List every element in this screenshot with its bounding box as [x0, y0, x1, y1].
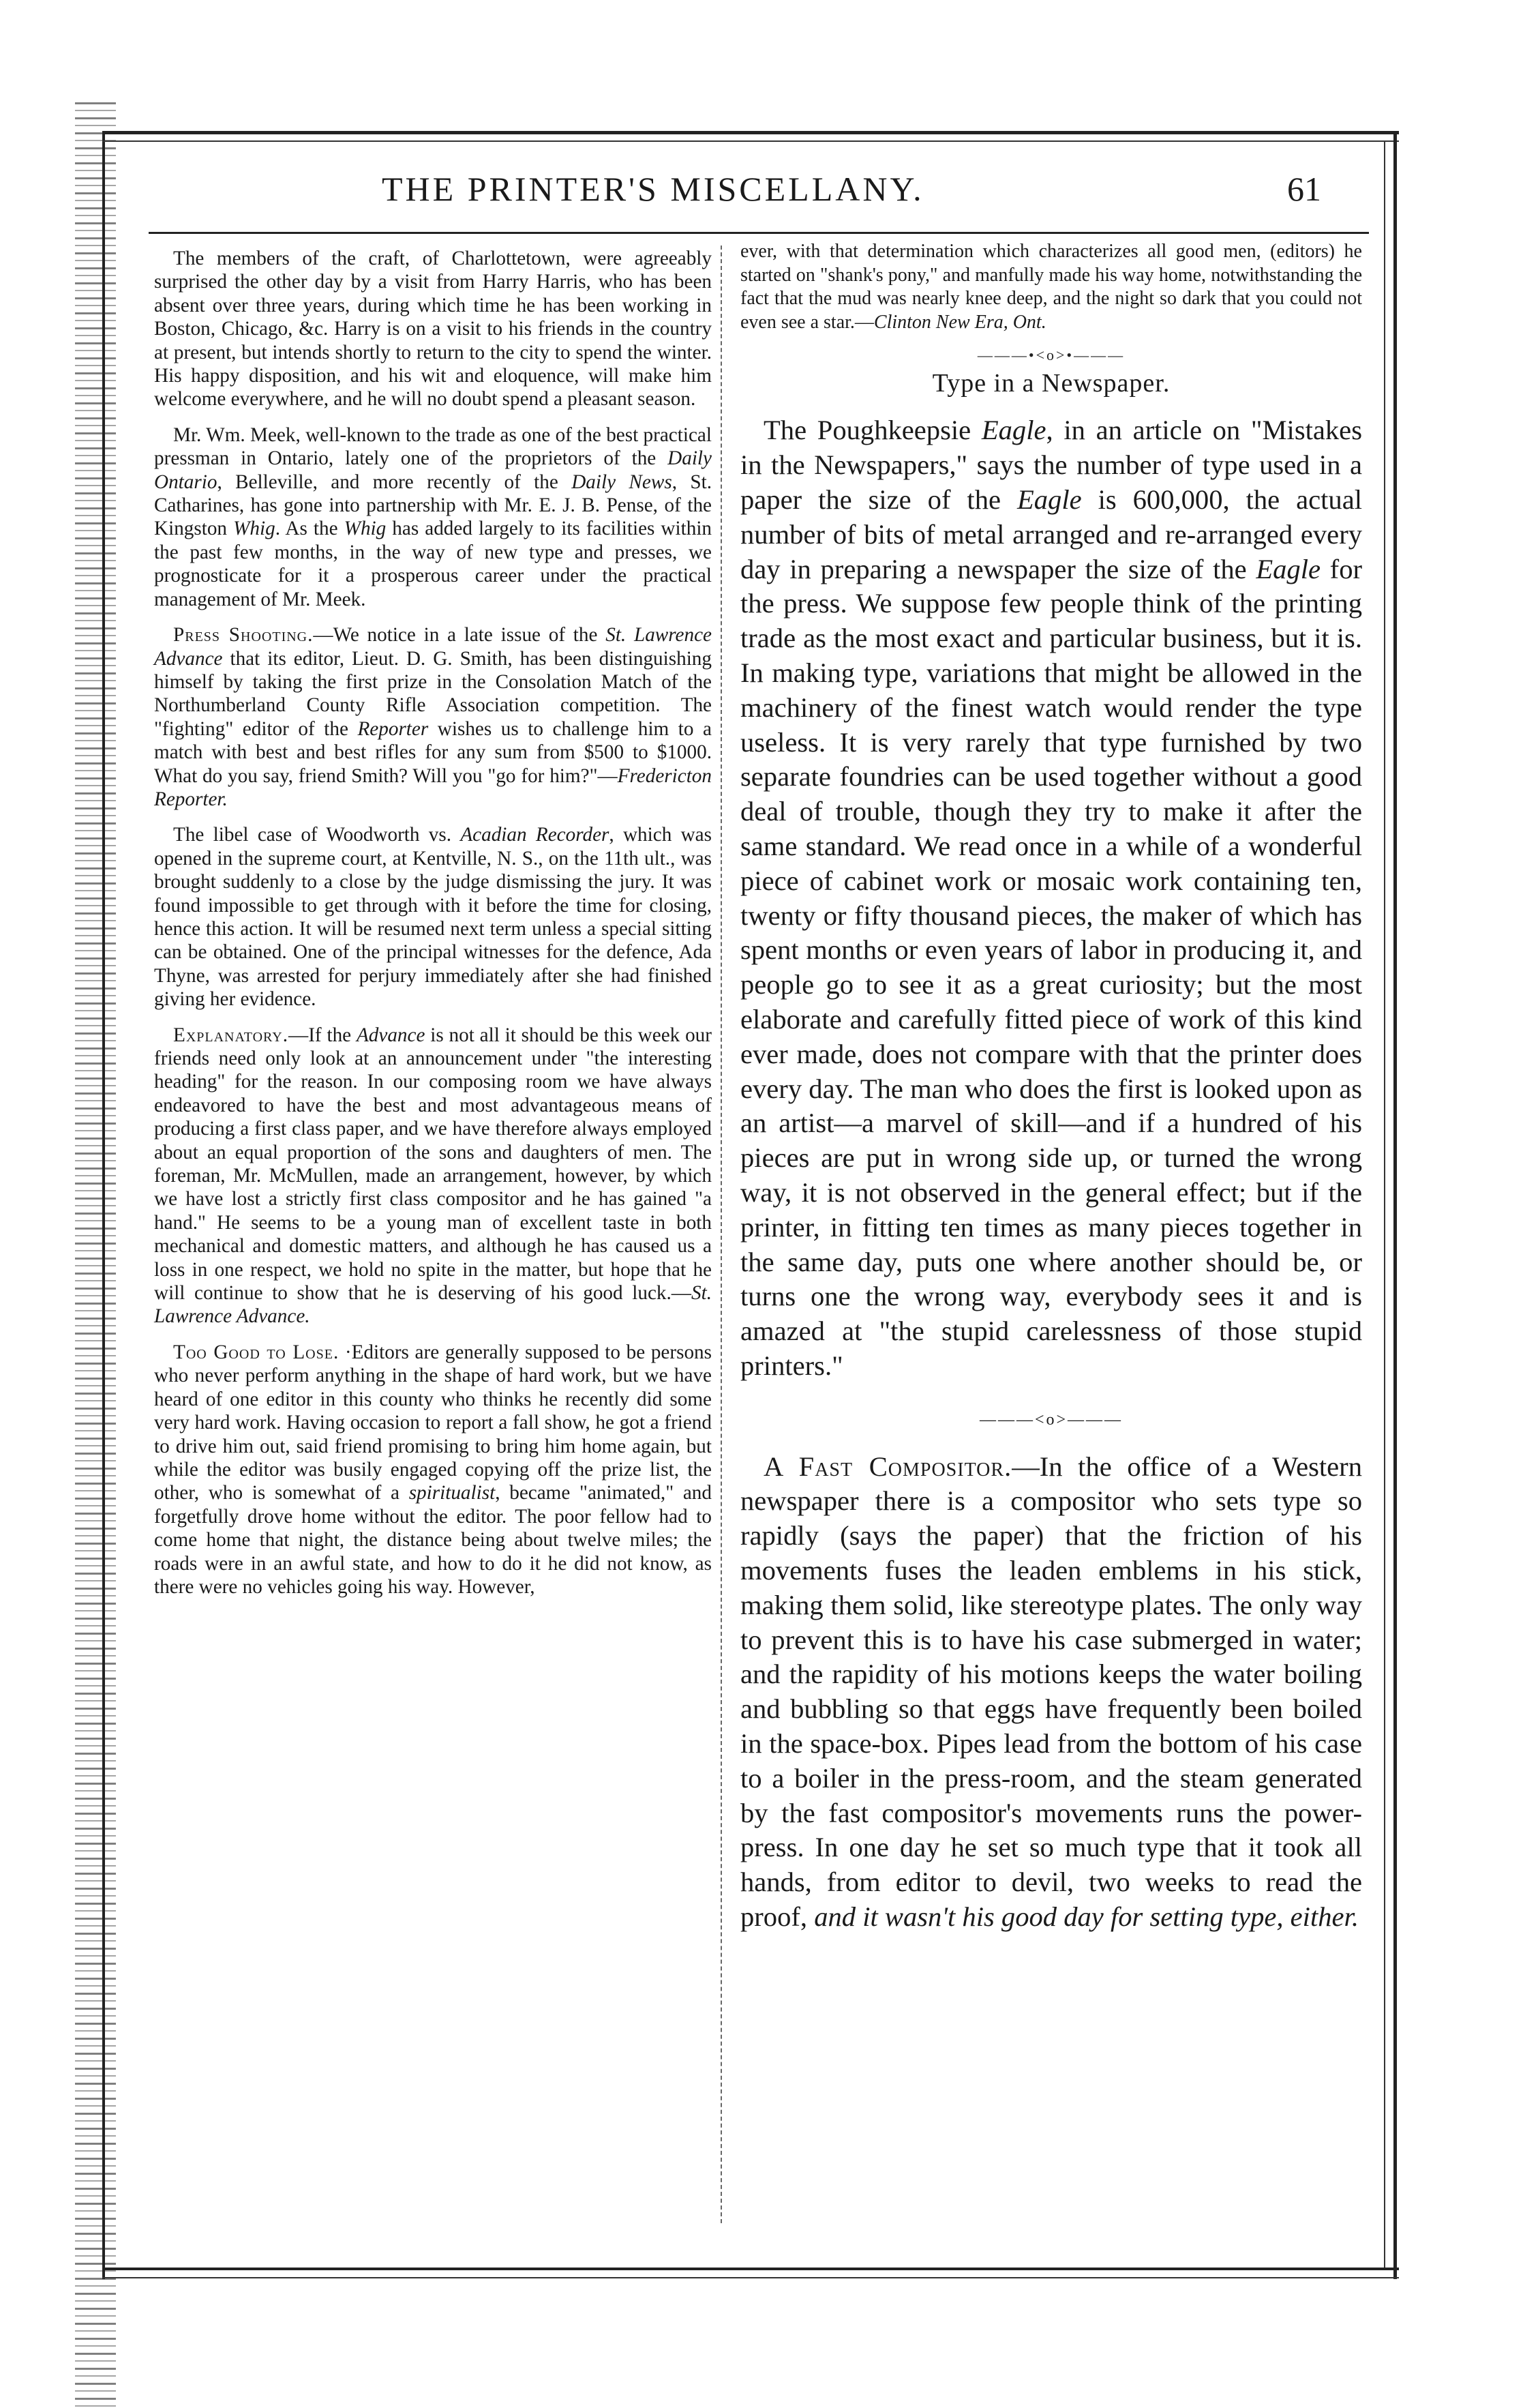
italic-title: Acadian Recorder: [460, 824, 609, 846]
paragraph-text: The members of the craft, of Charlottetown, were agreeably surprised the other day by a visit from Harry Harris, who has been absent over three years, during which time he has been working in Boston, Chicago, &c. Harry is on a visit to his friends in the country at present, but intends shortly to return to the city to spend the winter. His happy disposition, and his wit and eloquence, will make him welcome everywhere, and he will no doubt spend a pleasant season.: [154, 248, 712, 411]
left-column: [154, 247, 712, 1611]
italic-title: Eagle: [1256, 553, 1321, 584]
frame-left-line: [102, 131, 115, 2279]
paragraph-text: has added largely to its facilities within the past few months, in the way of new type and presses, we prognosticate for it a prosperous career under the practical management of Mr. Meek.: [154, 518, 712, 610]
header-rule: [149, 232, 1369, 234]
paragraph-harry-harris: [154, 247, 712, 411]
ornament-divider: ———•<o>•———: [977, 346, 1126, 364]
source-credit: St. Lawrence Advance.: [154, 1282, 712, 1328]
running-title: THE PRINTER'S MISCELLANY.: [382, 170, 924, 208]
paragraph-text: . As the: [275, 518, 344, 540]
paragraph-press-shooting: [154, 623, 712, 811]
paragraph-text: , Belleville, and more recently of the: [217, 471, 572, 493]
italic-title: Daily Ontario: [154, 447, 712, 493]
paragraph-text: —We notice in a late issue of the: [313, 624, 606, 646]
paragraph-text: , became "animated," and forgetfully drove home without the editor. The poor fellow had to come home that night, the distance being about twelve miles; the roads were in an awful state, and how to do it he did not know, as there were no vehicles going his way. However,: [154, 1482, 712, 1598]
ornament-divider: ———<o>———: [979, 1410, 1124, 1429]
paragraph-text: —In the office of a Western newspaper there is a compositor who sets type so rapidly (says the paper) that the friction of his movements fuses the leaden emblems in his stick, making them solid, like stereotype plates. The only way to prevent this is to have his case submerged in water; and the rapidity of his motions keeps the water boiling and bubbling so that eggs have frequently been boiled in the space-box. Pipes lead from the bottom of his case to a boiler in the press-room, and the steam generated by the fast compositor's movements runs the power-press. In one day he set so much type that it took all hands, from editor to devil, two weeks to read the proof,: [740, 1451, 1362, 1933]
paragraph-text: that its editor, Lieut. D. G. Smith, has been distinguishing himself by taking the first prize in the Consolation Match of the Northumberland County Rifle Association competition. The "fighting" editor of the: [154, 647, 712, 740]
paragraph-text: is 600,000, the actual number of bits of metal arranged and re-arranged every day in preparing a newspaper the size of the: [740, 484, 1363, 584]
italic-word: spiritualist: [408, 1482, 496, 1504]
italic-title: Eagle: [1016, 484, 1082, 515]
frame-bottom-inner-line: [102, 2277, 1399, 2278]
right-column: [740, 240, 1362, 1935]
article-type-in-newspaper: [740, 413, 1362, 1383]
paragraph-text: ·Editors are generally supposed to be persons who never perform anything in the shape of hard work, but we have heard of one editor in this county who thinks he recently did some very hard work. Having occasion to report a fall show, he got a friend to drive him out, said friend promising to bring him home again, but while the editor was busily engaged copying off the prize list, the other, who is somewhat of a: [154, 1341, 712, 1504]
paragraph-text: The Poughkeepsie: [764, 415, 982, 446]
source-credit: Clinton New Era, Ont.: [873, 311, 1046, 333]
paragraph-lead: A Fast Compositor.: [764, 1451, 1012, 1482]
article-paragraph: [740, 1450, 1362, 1935]
paragraph-explanatory: [154, 1024, 712, 1328]
paragraph-lead: Explanatory.: [173, 1024, 289, 1046]
italic-title: Advance: [356, 1024, 425, 1046]
column-divider: [721, 246, 722, 2223]
paragraph-lead: Too Good to Lose.: [173, 1341, 340, 1363]
frame-bottom-line: [102, 2268, 1399, 2270]
italic-title: St. Lawrence Advance: [154, 624, 712, 670]
italic-title: Reporter: [357, 717, 429, 740]
paragraph-text: for the press. We suppose few people think of the printing trade as the most exact and particular business, but it is. In making type, variations that might be allowed in the machinery of the finest watch would render the type useless. It is very rarely that type furnished by two separate foundries can be used together without a good deal of trouble, though they try to make it after the same standard. We read once in a while of a wonderful piece of cabinet work or mosaic work containing ten, twenty or fifty thousand pieces, the maker of which has spent months or even years of labor in producing it, and people go to see it as a great curiosity; but the most elaborate and carefully fitted piece of work of this kind ever made, does not compare with that the printer does every day. The man who does the first is looked upon as an artist—a marvel of skill—and if a hundred of his pieces are put in wrong side up, or turned the wrong way, it is not observed in the general effect; but if the printer, in fitting ten times as many pieces together in the same day, puts one where another should be, or turns one the wrong way, everybody sees it and is amazed at "the stupid carelessness of those stupid printers.": [740, 553, 1362, 1381]
article-fast-compositor: [740, 1450, 1362, 1935]
frame-right-inner-line: [1384, 140, 1385, 2270]
article-paragraph: [740, 413, 1362, 1383]
italic-closing: and it wasn't his good day for setting type, either.: [814, 1901, 1359, 1933]
paragraph-text: , which was opened in the supreme court, at Kentville, N. S., on the 11th ult., was brought suddenly to a close by the judge dismissing the jury. It was found impossible to get through with it before the time for closing, hence this action. It will be resumed next term unless a special sitting can be obtained. One of the principal witnesses for the defence, Ada Thyne, was arrested for perjury immediately after she had finished giving her evidence.: [154, 824, 712, 1011]
page-number: 61: [1287, 170, 1321, 208]
frame-top-line: [102, 131, 1399, 134]
paragraph-continued: [740, 240, 1362, 334]
paragraph-lead: Press Shooting.: [173, 624, 314, 646]
paragraph-text: , St. Catharines, has gone into partnership with Mr. E. J. B. Pense, of the Kingston: [154, 471, 712, 540]
paragraph-libel-case: [154, 823, 712, 1011]
italic-title: Daily News: [571, 471, 672, 493]
section-title: Type in a Newspaper.: [932, 369, 1171, 398]
frame-top-inner-line: [102, 140, 1399, 142]
source-credit: Fredericton Reporter.: [154, 764, 712, 810]
paragraph-text: wishes us to challenge him to a match with best and best rifles for any sum from $500 to $1000. What do you say, friend Smith? Will you "go for him?"—: [154, 717, 712, 787]
paragraph-text: is not all it should be this week our friends need only look at an announcement under "the interesting heading" for the reason. In our composing room we have always endeavored to have the best and most advantageous means of producing a first class paper, and we have therefore always employed about an equal proportion of the sons and daughters of men. The foreman, Mr. McMullen, made an arrangement, however, by which we have lost a strictly first class compositor and he has gained "a hand." He seems to be a young man of excellent taste in both mechanical and domestic matters, and although he has caused us a loss in one respect, we hold no spite in the matter, but hope that he will continue to show that he is deserving of his good luck.—: [154, 1024, 712, 1305]
paragraph-text: Mr. Wm. Meek, well-known to the trade as one of the best practical pressman in Ontario, lately one of the proprietors of the: [154, 423, 712, 470]
paragraph-too-good-to-lose: [154, 1341, 712, 1599]
paragraph-wm-meek: [154, 423, 712, 611]
italic-title: Eagle: [981, 415, 1046, 446]
italic-title: Whig: [233, 518, 275, 540]
paragraph-text: ever, with that determination which characterizes all good men, (editors) he started on "shank's pony," and manfully made his way home, notwithstanding the fact that the mud was nearly knee deep, and the night so dark that you could not even see a star.—: [740, 241, 1362, 333]
paragraph-text: The libel case of Woodworth vs.: [173, 824, 461, 846]
frame-right-line: [1393, 131, 1397, 2279]
paragraph-text: —If the: [288, 1024, 357, 1046]
italic-title: Whig: [344, 518, 387, 540]
paragraph-text: , in an article on "Mistakes in the Newspapers," says the number of type used in a paper the size of the: [740, 415, 1362, 515]
